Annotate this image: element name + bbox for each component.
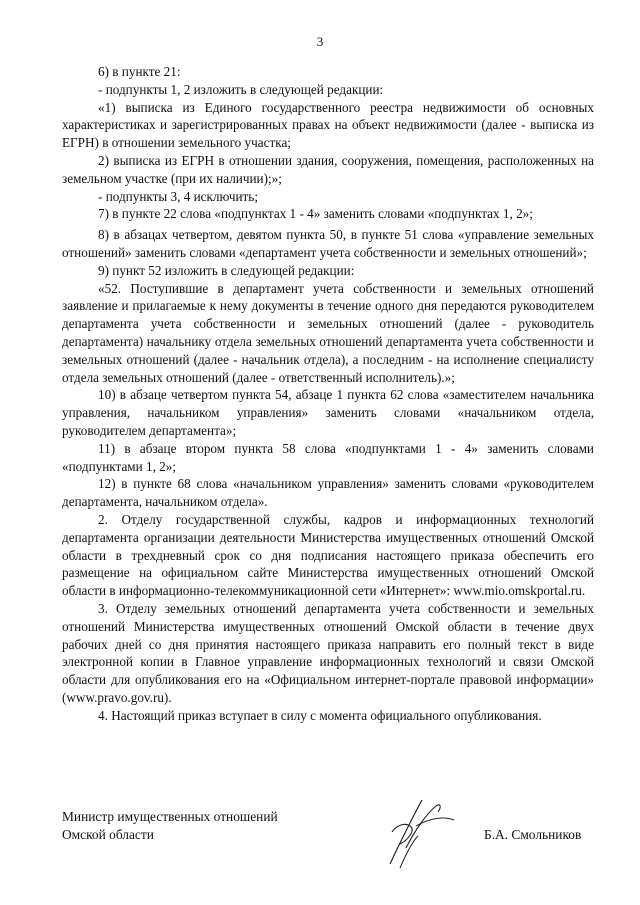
paragraph-clause-4: 4. Настоящий приказ вступает в силу с момента официального опубликования. [98,707,542,723]
paragraph-quote-2: 2) выписка из ЕГРН в отношении здания, сооружения, помещения, расположенных на земельном участке (при их наличии);»; [62,152,594,186]
document-body [62,63,594,724]
paragraph-item-9: 9) пункт 52 изложить в следующей редакции: [98,262,355,278]
paragraph-item-7: 7) в пункте 22 слова «подпунктах 1 - 4» заменить словами «подпунктах 1, 2»; [98,206,533,222]
paragraph-item-10: 10) в абзаце четвертом пункта 54, абзаце 1 пункта 62 слова «заместителем начальника управления, начальником управления» заменить словами «начальником отдела, руководителем департамента»; [62,387,594,438]
paragraph-item-8: 8) в абзацах четвертом, девятом пункта 50, в пункте 51 слова «управление земельных отношений» заменить словами «департамент учета собственности и земельных отношений»; [62,227,594,260]
signer-position-line2: Омской области [62,827,154,842]
paragraph-item-12: 12) в пункте 68 слова «начальником управления» заменить словами «руководителем департамента, начальником отдела». [62,476,594,510]
paragraph-item-11: 11) в абзаце втором пункта 58 слова «подпунктами 1 - 4» заменить словами «подпунктами 1, 2»; [62,440,594,474]
paragraph-clause-2: 2. Отделу государственной службы, кадров и информационных технологий департамента организации деятельности Министерства имущественных отношений Омской области в трехдневный срок со дня подписания настоящего приказа обеспечить его размещение на официальном сайте Министерства имущественных отношений Омской области в информационно-телекоммуникационной сети «Интернет»: www.mio.omskportal.ru. [62,511,594,599]
paragraph-item-52: «52. Поступившие в департамент учета собственности и земельных отношений заявление и прилагаемые к нему документы в течение одного дня передаются руководителем департамента учета собственности и земельных отношений (далее - руководитель департамента) начальнику отдела земельных отношений департамента учета собственности и земельных отношений (далее - начальник отдела), а последним - на исполнение специалисту отдела земельных отношений (далее - ответственный исполнитель).»; [62,280,594,385]
paragraph-subitems-1-2: - подпункты 1, 2 изложить в следующей редакции: [98,81,384,97]
paragraph-exclude-3-4: - подпункты 3, 4 исключить; [98,188,258,204]
signer-position-line1: Министр имущественных отношений [62,809,278,824]
signature-position [62,808,278,844]
signer-name: Б.А. Смольников [484,827,582,842]
handwritten-signature [370,792,462,872]
page-number: 3 [316,34,324,49]
paragraph-clause-3: 3. Отделу земельных отношений департамента учета собственности и земельных отношений Министерства имущественных отношений Омской области в течение двух рабочих дней со дня принятия настоящего приказа направить его полный текст в виде электронной копии в Главное управление информационных технологий и связи Омской области для опубликования его на «Официальном интернет-портале правовой информации» (www.pravo.gov.ru). [62,600,594,705]
paragraph-item-6: 6) в пункте 21: [98,64,181,79]
paragraph-quote-1: «1) выписка из Единого государственного реестра недвижимости об основных характеристиках и зарегистрированных правах на объект недвижимости (далее - выписка из ЕГРН) в отношении земельного участка; [62,99,594,151]
